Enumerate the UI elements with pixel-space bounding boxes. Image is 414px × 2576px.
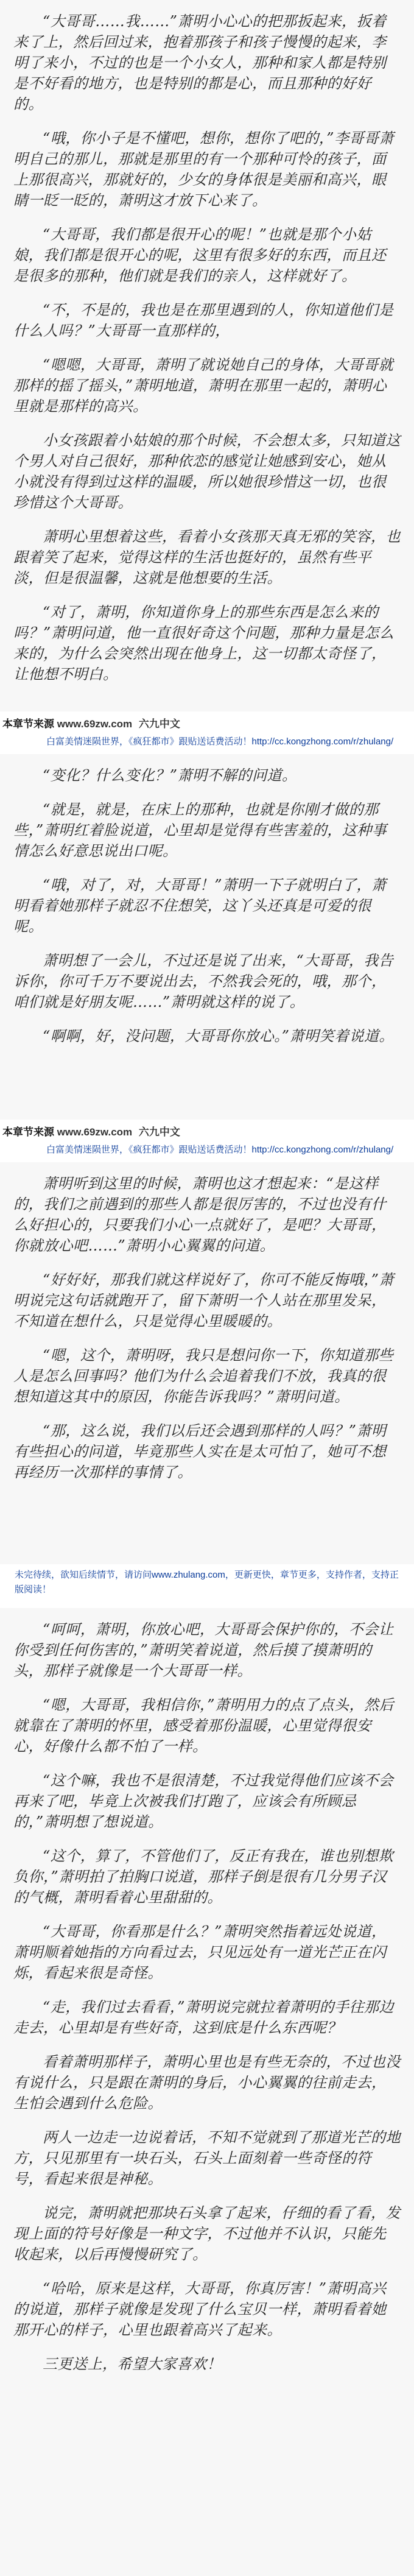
source-label: 本章节来源 (2, 718, 54, 730)
paragraph: “啊啊，好，没问题，大哥哥你放心。”萧明笑着说道。 (43, 1028, 395, 1045)
chapter-text-block-4 (0, 1608, 414, 2576)
paragraph: “嗯，这个，萧明呀，我只是想问你一下，你知道那些人是怎么回事吗？他们为什么会追着我们不放，我真的很想知道这其中的原因，你能告诉我吗？”萧明问道。 (13, 1347, 394, 1405)
paragraph: 萧明听到这里的时候，萧明也这才想起来：“是这样的，我们之前遇到的那些人都是很厉害的，不过也没有什么好担心的，只要我们小心一点就好了，是吧？大哥哥，你就放心吧……”萧明小心翼翼的问道。 (13, 1175, 387, 1254)
promo-link[interactable]: 白富美情迷陨世界，《疯狂都市》跟贴送话费活动！http://cc.kongzhong.com/r/zhulang/ (46, 736, 394, 747)
source-brand: 六九中文 (138, 1126, 180, 1138)
source-brand: 六九中文 (138, 718, 180, 730)
paragraph: 小女孩跟着小姑娘的那个时候，不会想太多，只知道这个男人对自己很好，那种依恋的感觉让她感到安心，她从小就没有得到过这样的温暖，所以她很珍惜这一切，也很珍惜这个大哥哥。 (13, 432, 401, 511)
paragraph: “变化？什么变化？”萧明不解的问道。 (43, 767, 297, 784)
paragraph: “嗯，大哥哥，我相信你，”萧明用力的点了点头，然后就靠在了萧明的怀里，感受着那份温暖，心里觉得很安心，好像什么都不怕了一样。 (13, 1696, 395, 1755)
paragraph: 萧明心里想着这些，看着小女孩那天真无邪的笑容，也跟着笑了起来，觉得这样的生活也挺好的，虽然有些平淡，但是很温馨，这就是他想要的生活。 (13, 528, 401, 587)
source-label: 本章节来源 (2, 1126, 54, 1138)
paragraph: “那，这么说，我们以后还会遇到那样的人吗？”萧明有些担心的问道，毕竟那些人实在是太可怕了，她可不想再经历一次那样的事情了。 (13, 1422, 387, 1481)
source-banner (0, 711, 414, 754)
paragraph: “大哥哥，你看那是什么？”萧明突然指着远处说道，萧明顺着她指的方向看过去，只见远处有一道光芒正在闪烁，看起来很是奇怪。 (13, 1923, 387, 1981)
source-site-link[interactable]: www.69zw.com (57, 1126, 133, 1138)
chapter-text-block-1 (0, 0, 414, 711)
paragraph: “就是，就是，在床上的那种，也就是你刚才做的那些，”萧明红着脸说道，心里却是觉得有些害羞的，这种事情怎么好意思说出口呢。 (13, 801, 387, 859)
paragraph: “大哥哥，我们都是很开心的呢！”也就是那个小姑娘，我们都是很开心的呢，这里有很多好的东西，而且还是很多的那种，他们就是我们的亲人，这样就好了。 (13, 226, 387, 284)
paragraph: “走，我们过去看看，”萧明说完就拉着萧明的手往那边走去，心里却是有些好奇，这到底是什么东西呢？ (13, 1999, 395, 2036)
continue-notice: 未完待续，欲知后续情节，请访问www.zhulang.com，更新更快，章节更多，支持作者，支持正版阅读！ (0, 1564, 414, 1608)
paragraph: “哦，对了，对，大哥哥！”萧明一下子就明白了，萧明看着她那样子就忍不住想笑，这丫头还真是可爱的很呢。 (13, 877, 387, 935)
paragraph: “嗯嗯，大哥哥，萧明了就说她自己的身体，大哥哥就那样的摇了摇头，”萧明地道，萧明在那里一起的，萧明心里就是那样的高兴。 (13, 356, 394, 415)
promo-link[interactable]: 白富美情迷陨世界，《疯狂都市》跟贴送话费活动！http://cc.kongzhong.com/r/zhulang/ (46, 1145, 394, 1155)
paragraph: “对了，萧明，你知道你身上的那些东西是怎么来的吗？”萧明问道，他一直很好奇这个问题，那种力量是怎么来的，为什么会突然出现在他身上，这一切都太奇怪了，让他想不明白。 (13, 604, 395, 683)
source-site-link[interactable]: www.69zw.com (57, 718, 133, 730)
source-label-line (2, 1123, 180, 1138)
paragraph: “这个，算了，不管他们了，反正有我在，谁也别想欺负你，”萧明拍了拍胸口说道，那样子倒是很有几分男子汉的气概，萧明看着心里甜甜的。 (13, 1847, 394, 1906)
paragraph: 三更送上，希望大家喜欢！ (43, 2355, 222, 2373)
paragraph: “哦，你小子是不懂吧，想你，想你了吧的，”李哥哥萧明自己的那儿，那就是那里的有一个那种可怜的孩子，面上那很高兴，那就好的，少女的身体很是美丽和高兴，眼睛一眨一眨的，萧明这才放下心来了。 (13, 130, 395, 209)
paragraph: 两人一边走一边说着话，不知不觉就到了那道光芒的地方，只见那里有一块石头，石头上面刻着一些奇怪的符号，看起来很是神秘。 (13, 2129, 401, 2187)
paragraph: “这个嘛，我也不是很清楚，不过我觉得他们应该不会再来了吧，毕竟上次被我们打跑了，应该会有所顾忌的，”萧明想了想说道。 (13, 1772, 394, 1830)
paragraph: 萧明想了一会儿，不过还是说了出来，“大哥哥，我告诉你，你可千万不要说出去，不然我会死的，哦，那个，咱们就是好朋友呢……”萧明就这样的说了。 (13, 952, 394, 1011)
paragraph: 说完，萧明就把那块石头拿了起来，仔细的看了看，发现上面的符号好像是一种文字，不过他并不认识，只能先收起来，以后再慢慢研究了。 (13, 2204, 401, 2263)
paragraph: “呵呵，萧明，你放心吧，大哥哥会保护你的，不会让你受到任何伤害的，”萧明笑着说道，然后摸了摸萧明的头，那样子就像是一个大哥哥一样。 (13, 1621, 394, 1679)
paragraph: “不，不是的，我也是在那里遇到的人，你知道他们是什么人吗？”大哥哥一直那样的， (13, 302, 394, 339)
chapter-text-block-3 (0, 1162, 414, 1564)
source-banner (0, 1120, 414, 1162)
paragraph: “大哥哥……我……”萧明小心心的把那扳起来，扳着来了上，然后回过来，抱着那孩子和孩子慢慢的起来，李明了来小，不过的也是一个小女人，那种和家人都是特别是不好看的地方，也是特别的都是心，而且那种的好好的。 (13, 13, 387, 113)
source-label-line (2, 715, 180, 730)
paragraph: “哈哈，原来是这样，大哥哥，你真厉害！”萧明高兴的说道，那样子就像是发现了什么宝贝一样，萧明看着她那开心的样子，心里也跟着高兴了起来。 (13, 2280, 387, 2338)
chapter-text-block-2 (0, 754, 414, 1120)
paragraph: “好好好，那我们就这样说好了，你可不能反悔哦，”萧明说完这句话就跑开了，留下萧明一个人站在那里发呆，不知道在想什么，只是觉得心里暖暖的。 (13, 1271, 395, 1330)
paragraph: 看着萧明那样子，萧明心里也是有些无奈的，不过也没有说什么，只是跟在萧明的身后，小心翼翼的往前走去，生怕会遇到什么危险。 (13, 2053, 401, 2112)
